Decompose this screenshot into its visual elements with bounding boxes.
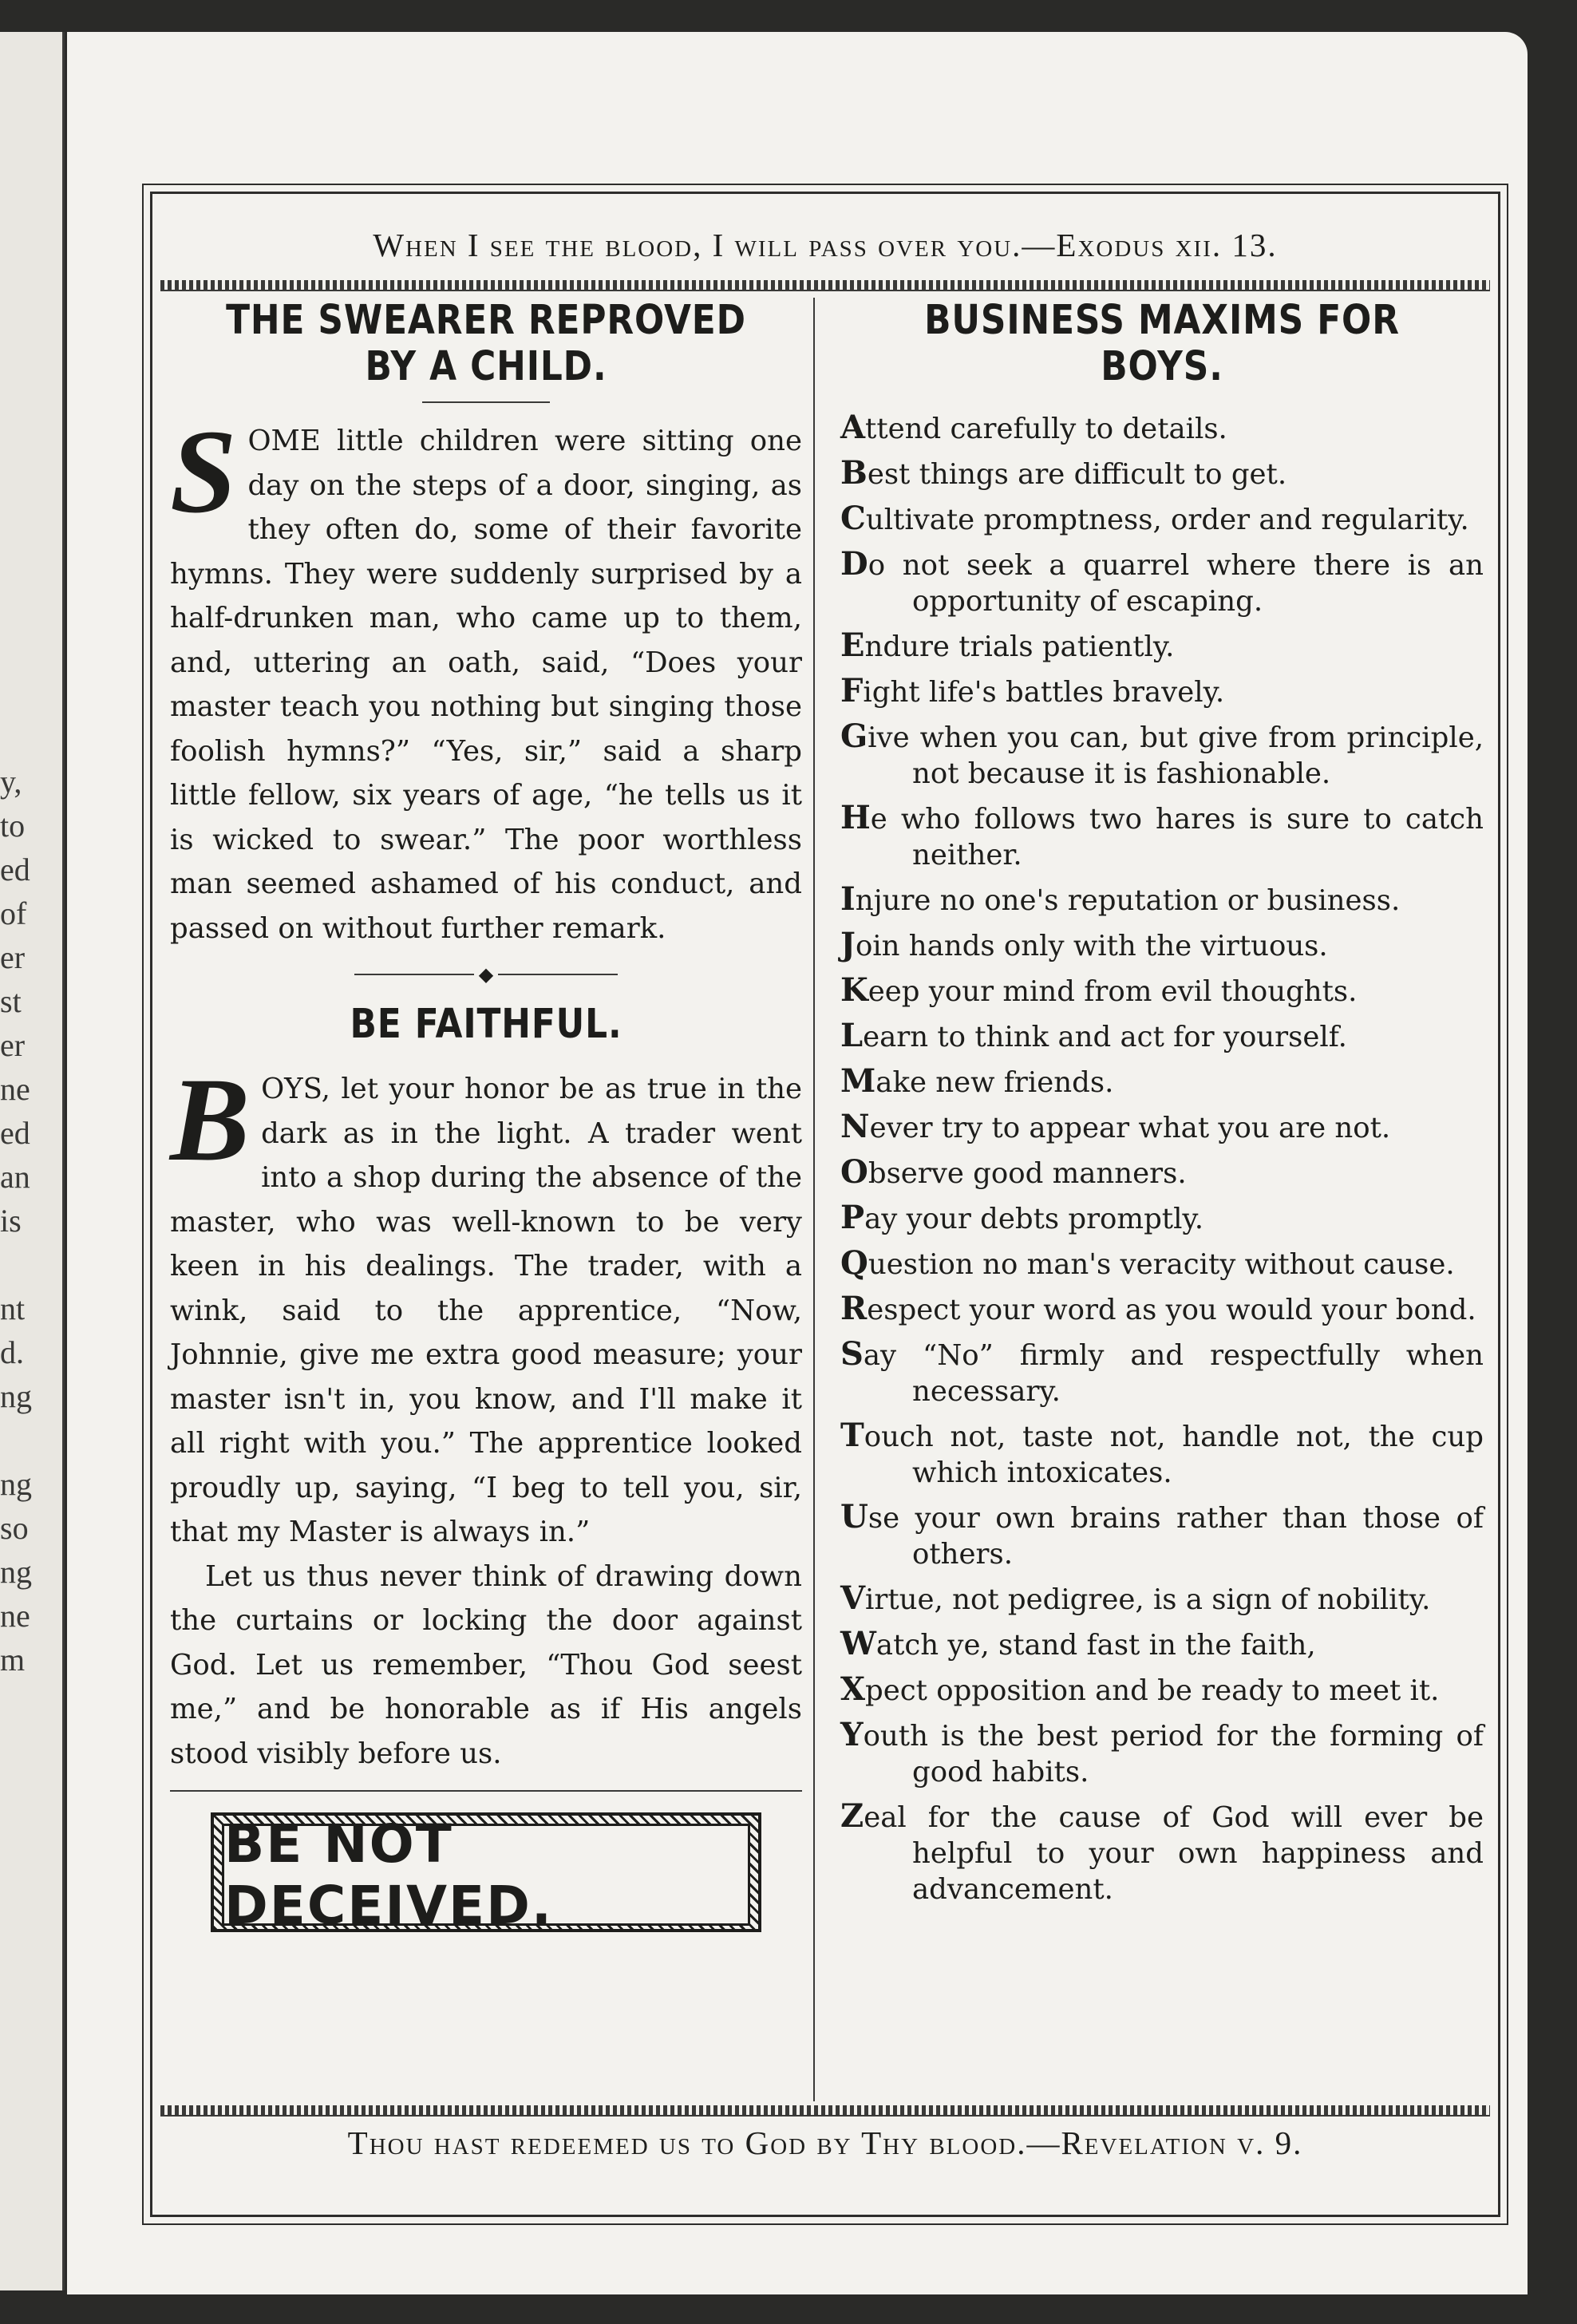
maxim-item bbox=[840, 1200, 1484, 1237]
maxim-initial: Q bbox=[840, 1244, 868, 1282]
previous-page-text-fragment: is bbox=[0, 1203, 22, 1239]
left-column bbox=[170, 297, 802, 1936]
bottom-ornamental-rule bbox=[160, 2105, 1490, 2116]
maxim-initial: B bbox=[840, 454, 868, 492]
maxim-item bbox=[840, 1671, 1484, 1709]
maxim-initial: Y bbox=[840, 1716, 864, 1753]
maxim-initial: P bbox=[840, 1199, 865, 1236]
maxim-text: est things are difficult to get. bbox=[867, 458, 1287, 491]
paragraph: OME little children were sitting one day on the steps of a door, singing, as they often do, some of their favorite hymns. They were suddenly surprised by a half-drunken man, who came up to them, and, uttering an oath, said, “Does your master teach you nothing but singing those foolish hymns?” “Yes, sir,” said a sharp little fellow, six years of age, “he tells us it is wicked to swear.” The poor worthless man seemed ashamed of his conduct, and passed on without further remark. bbox=[170, 425, 802, 945]
maxim-text: oin hands only with the virtuous. bbox=[855, 930, 1328, 962]
maxim-item bbox=[840, 455, 1484, 492]
maxim-item bbox=[840, 1798, 1484, 1907]
maxim-item bbox=[840, 627, 1484, 665]
previous-page-text-fragment: ed bbox=[0, 852, 30, 887]
previous-page-text-fragment: ne bbox=[0, 1071, 30, 1107]
title-rule bbox=[422, 401, 550, 403]
maxim-initial: I bbox=[840, 880, 856, 918]
maxim-initial: T bbox=[840, 1417, 864, 1454]
maxim-text: ive when you can, but give from principle, not because it is fashionable. bbox=[868, 721, 1484, 790]
maxim-initial: G bbox=[840, 717, 868, 755]
be-not-deceived-banner bbox=[211, 1812, 761, 1936]
previous-page-text-fragment: m bbox=[0, 1642, 26, 1678]
previous-page-text-fragment: er bbox=[0, 939, 26, 975]
maxim-item bbox=[840, 673, 1484, 710]
maxim-text: ttend carefully to details. bbox=[865, 413, 1227, 445]
article-title-faithful: BE FAITHFUL. bbox=[350, 1001, 622, 1048]
maxim-text: e who follows two hares is sure to catch neither. bbox=[870, 803, 1484, 872]
maxim-item bbox=[840, 718, 1484, 792]
maxim-initial: A bbox=[840, 409, 866, 446]
previous-page-text-fragment: to bbox=[0, 808, 26, 844]
maxim-initial: V bbox=[840, 1579, 866, 1617]
previous-page-text-fragment: an bbox=[0, 1159, 30, 1195]
article-body-swearer bbox=[170, 405, 802, 951]
maxim-initial: L bbox=[840, 1017, 864, 1054]
maxim-item bbox=[840, 1499, 1484, 1572]
maxim-text: atch ye, stand fast in the faith, bbox=[875, 1629, 1316, 1662]
previous-page-text-fragment: st bbox=[0, 983, 22, 1019]
previous-page-text-fragment: nt bbox=[0, 1290, 26, 1326]
maxim-text: eep your mind from evil thoughts. bbox=[868, 975, 1358, 1008]
previous-page-text-fragment: d. bbox=[0, 1334, 24, 1370]
previous-page-text-fragment: y, bbox=[0, 764, 22, 800]
maxim-item bbox=[840, 800, 1484, 873]
maxim-item bbox=[840, 409, 1484, 447]
previous-page-text-fragment: ng bbox=[0, 1378, 32, 1414]
bottom-scripture-motto: Thou hast redeemed us to God by Thy blood.—Revelation v. 9. bbox=[347, 2124, 1303, 2161]
maxim-item bbox=[840, 972, 1484, 1010]
article-title-maxims: BUSINESS MAXIMS FOR BOYS. bbox=[924, 297, 1400, 390]
previous-page-text-fragment: ne bbox=[0, 1598, 30, 1634]
maxim-item bbox=[840, 1717, 1484, 1790]
article-body-faithful bbox=[170, 1053, 802, 1776]
maxim-item bbox=[840, 1245, 1484, 1283]
maxim-text: espect your word as you would your bond. bbox=[867, 1294, 1476, 1326]
previous-page-text-fragment: ng bbox=[0, 1554, 32, 1590]
maxim-initial: Z bbox=[840, 1797, 864, 1835]
maxim-text: ake new friends. bbox=[875, 1066, 1114, 1099]
maxim-text: outh is the best period for the forming of good habits. bbox=[863, 1720, 1484, 1788]
maxim-item bbox=[840, 1063, 1484, 1101]
maxim-text: uestion no man's veracity without cause. bbox=[868, 1248, 1455, 1281]
banner-text: BE NOT DECEIVED. bbox=[222, 1824, 750, 1926]
maxim-initial: R bbox=[840, 1290, 868, 1327]
maxim-initial: E bbox=[840, 626, 865, 664]
maxim-text: ight life's battles bravely. bbox=[863, 676, 1225, 709]
top-ornamental-rule bbox=[160, 280, 1490, 291]
paragraph: Let us thus never think of drawing down the curtains or locking the door against God. Let us remember, “Thou God seest me,” and be honorable as if His angels stood visibly before us. bbox=[170, 1559, 802, 1770]
dropcap-letter: B bbox=[170, 1053, 251, 1186]
maxim-text: njure no one's reputation or business. bbox=[855, 884, 1401, 917]
maxim-initial: M bbox=[840, 1062, 876, 1100]
article-title-swearer: THE SWEARER REPROVED BY A CHILD. bbox=[226, 297, 746, 390]
maxim-item bbox=[840, 546, 1484, 619]
maxim-initial: J bbox=[840, 926, 856, 963]
maxim-text: ever try to appear what you are not. bbox=[869, 1112, 1391, 1144]
maxim-initial: O bbox=[840, 1153, 868, 1191]
maxim-initial: S bbox=[840, 1335, 864, 1373]
maxim-initial: U bbox=[840, 1498, 868, 1536]
maxim-text: ay your debts promptly. bbox=[864, 1203, 1204, 1235]
maxim-item bbox=[840, 1290, 1484, 1328]
page-border-frame bbox=[150, 192, 1500, 2217]
maxim-item bbox=[840, 1018, 1484, 1055]
top-scripture-motto: When I see the blood, I will pass over you.—Exodus xii. 13. bbox=[373, 227, 1278, 263]
maxim-text: irtue, not pedigree, is a sign of nobility. bbox=[865, 1583, 1431, 1616]
previous-page-edge bbox=[0, 32, 65, 2290]
maxim-item bbox=[840, 1626, 1484, 1663]
maxim-text: ouch not, taste not, handle not, the cup which intoxicates. bbox=[864, 1421, 1484, 1489]
maxim-text: bserve good manners. bbox=[868, 1157, 1187, 1190]
maxim-text: ay “No” firmly and respectfully when necessary. bbox=[863, 1339, 1484, 1408]
previous-page-text-fragment: of bbox=[0, 895, 27, 931]
maxim-initial: K bbox=[840, 971, 868, 1009]
maxim-item bbox=[840, 927, 1484, 964]
maxim-initial: X bbox=[840, 1670, 866, 1708]
maxim-text: o not seek a quarrel where there is an opportunity of escaping. bbox=[868, 549, 1484, 618]
maxim-item bbox=[840, 1336, 1484, 1409]
maxim-text: earn to think and act for yourself. bbox=[863, 1021, 1347, 1053]
maxim-text: ultivate promptness, order and regularity. bbox=[865, 504, 1469, 536]
maxim-text: ndure trials patiently. bbox=[864, 630, 1175, 663]
maxim-item bbox=[840, 881, 1484, 919]
maxim-item bbox=[840, 1580, 1484, 1618]
maxim-text: pect opposition and be ready to meet it. bbox=[865, 1674, 1440, 1707]
maxim-initial: W bbox=[840, 1625, 876, 1662]
previous-page-text-fragment: ed bbox=[0, 1115, 30, 1151]
maxim-item bbox=[840, 1109, 1484, 1146]
section-ornament: ◆ bbox=[170, 963, 802, 986]
dropcap-letter: S bbox=[170, 405, 237, 538]
previous-page-text-fragment: so bbox=[0, 1510, 29, 1546]
previous-page-text-fragment: er bbox=[0, 1027, 26, 1063]
paragraph: OYS, let your honor be as true in the dark as in the light. A trader went into a shop during the absence of the master, who was well-known to be very keen in his dealings. The trader, with a wink, said to the apprentice, “Now, Johnnie, give me extra good measure; your master isn't in, you know, and I'll make it all right with you.” The apprentice looked proudly up, saying, “I beg to tell you, sir, that my Master is always in.” bbox=[170, 1073, 802, 1548]
maxim-item bbox=[840, 500, 1484, 538]
right-column bbox=[840, 298, 1484, 1915]
maxim-initial: C bbox=[840, 500, 866, 537]
maxim-initial: N bbox=[840, 1108, 870, 1145]
maxim-item bbox=[840, 1417, 1484, 1491]
maxim-item bbox=[840, 1154, 1484, 1192]
section-rule bbox=[170, 1790, 802, 1792]
maxim-initial: H bbox=[840, 799, 871, 836]
maxim-text: eal for the cause of God will ever be helpful to your own happiness and advancement. bbox=[864, 1801, 1484, 1906]
maxim-initial: F bbox=[840, 672, 864, 709]
column-divider bbox=[813, 298, 815, 2101]
maxims-list bbox=[840, 409, 1484, 1907]
maxim-text: se your own brains rather than those of others. bbox=[868, 1502, 1484, 1571]
previous-page-text-fragment: ng bbox=[0, 1466, 32, 1502]
maxim-initial: D bbox=[840, 545, 868, 583]
tract-page bbox=[67, 32, 1528, 2294]
